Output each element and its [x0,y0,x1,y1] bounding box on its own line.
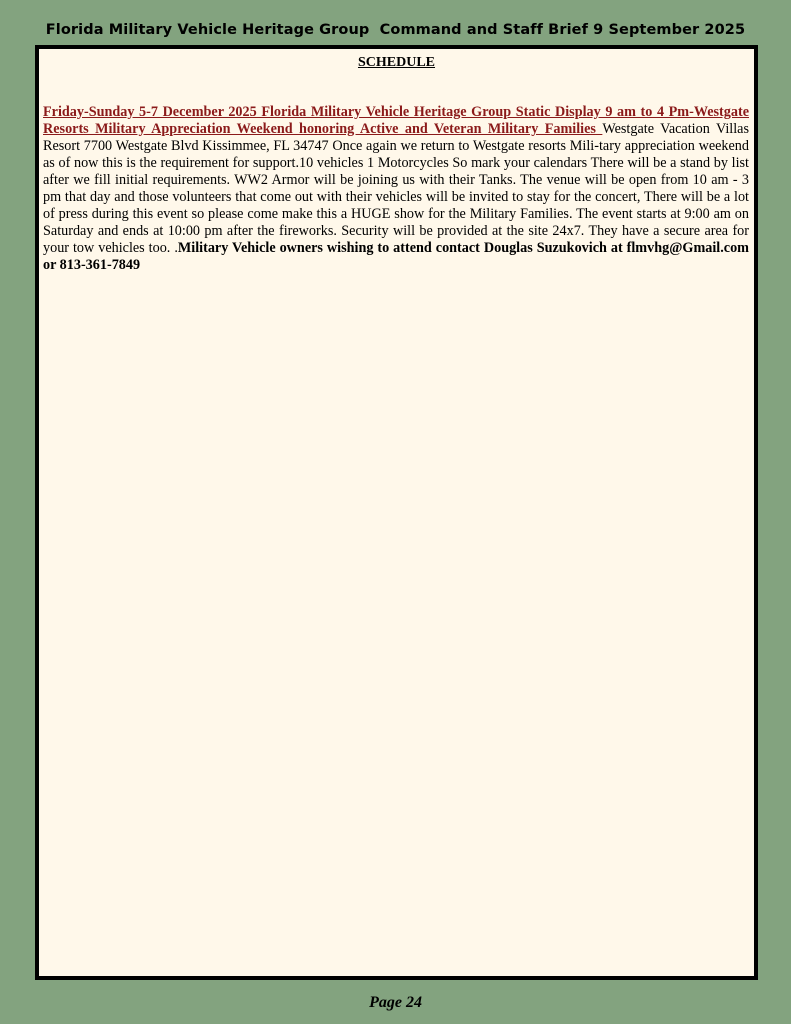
entry-headline: Friday-Sunday 5-7 December 2025 Florida Military Vehicle Heritage Group Static Display 9 am to 4 Pm-Westgate Resorts Military Appreciation Weekend honoring Active and Veteran Military Families [43,104,749,137]
schedule-entry [43,104,749,274]
entry-body: Westgate Vacation Villas Resort 7700 Westgate Blvd Kissimmee, FL 34747 Once again we return to Westgate resorts Mili-tary appreciation weekend as of now this is the requirement for support.10 vehicles 1 Motorcycles So mark your calendars There will be a stand by list after we fill initial requirements. WW2 Armor will be joining us with their Tanks. The venue will be open from 10 am - 3 pm that day and those volunteers that come out with their vehicles will be invited to stay for the concert, There will be a lot of press during this event so please come make this a HUGE show for the Military Families. The event starts at 9:00 am on Saturday and ends at 10:00 pm after the fireworks. Security will be provided at the site 24x7. They have a secure area for your tow vehicles too. . [43,121,749,256]
content-box [35,45,758,980]
page-header-title: Florida Military Vehicle Heritage Group Command and Staff Brief 9 September 2025 [45,22,746,38]
entry-contact: Military Vehicle owners wishing to attend contact Douglas Suzukovich at flmvhg@Gmail.com or 813-361-7849 [43,240,749,273]
page-number: Page 24 [369,994,422,1011]
section-title: SCHEDULE [357,55,436,70]
